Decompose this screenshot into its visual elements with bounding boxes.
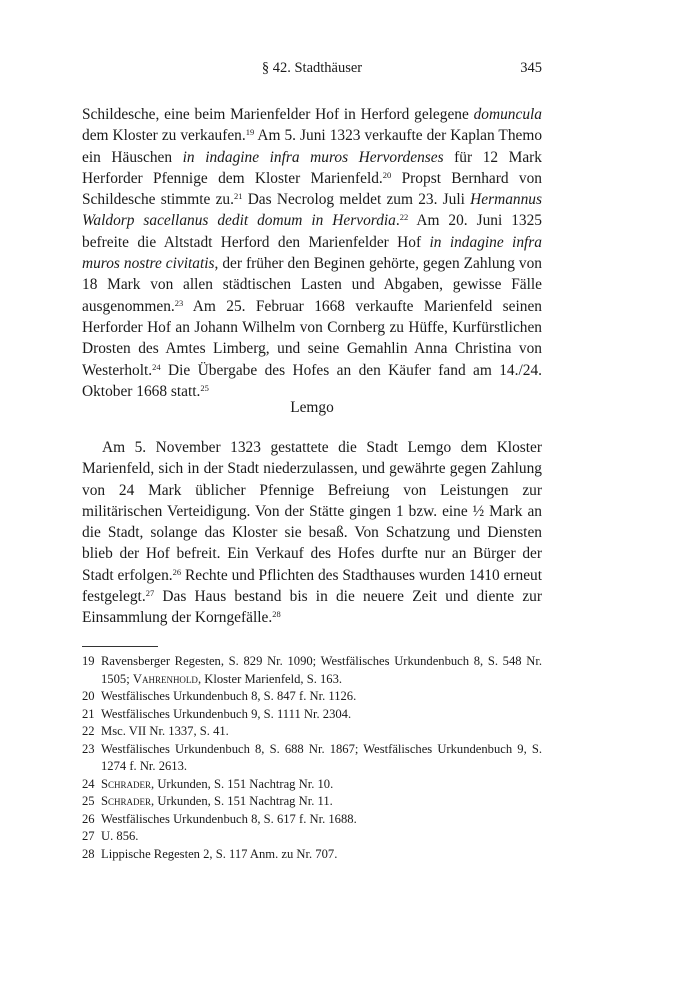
footnote [82, 846, 542, 864]
footnote-text: Msc. VII Nr. 1337, S. 41. [101, 724, 229, 738]
footnote [82, 653, 542, 688]
footnote-ref[interactable]: 20 [382, 169, 392, 180]
footnote-number: 23 [82, 741, 95, 756]
footnote-text: Westfälisches Urkundenbuch 9, S. 1111 Nr. 2304. [101, 706, 352, 721]
footnote-number: 25 [82, 794, 95, 808]
footnote-number: 27 [82, 829, 95, 843]
footnotes [82, 653, 542, 863]
footnote [82, 688, 542, 706]
author-name: Schrader [101, 794, 152, 808]
footnote-ref[interactable]: 21 [233, 191, 243, 202]
footnote-number: 20 [82, 689, 95, 703]
latin-phrase: Hermannus Waldorp sacellanus dedit domum in Hervordia [82, 191, 542, 230]
footnote-number: 19 [82, 654, 95, 668]
latin-phrase: in indagine infra muros nostre civitatis [82, 233, 542, 273]
footnote-ref[interactable]: 24 [152, 361, 161, 372]
page-number: 345 [520, 60, 542, 76]
footnote-text: Ravensberger Regesten, S. 829 Nr. 1090; Westfälisches Urkundenbuch 8, S. 548 Nr. 1505; Vahrenhold, Kloster Marienfeld, S. 163. [101, 654, 542, 686]
footnote [82, 828, 542, 846]
footnote-ref[interactable]: 19 [245, 127, 255, 138]
footnote [82, 706, 542, 724]
footnote-ref[interactable]: 23 [174, 297, 184, 308]
footnote [82, 776, 542, 794]
author-name: Schrader [101, 776, 152, 791]
footnote [82, 741, 542, 776]
footnote-number: 22 [82, 724, 95, 738]
footnote-text: Schrader, Urkunden, S. 151 Nachtrag Nr. 10. [101, 776, 334, 791]
footnote [82, 723, 542, 741]
footnote-text: Westfälisches Urkundenbuch 8, S. 688 Nr. 1867; Westfälisches Urkundenbuch 9, S. 1274 f. Nr. 2613. [101, 741, 542, 773]
footnote-number: 24 [82, 776, 95, 791]
footnote-ref[interactable]: 27 [145, 588, 155, 599]
footnote-number: 21 [82, 706, 95, 721]
body-paragraph-herford: Schildesche, eine beim Marienfelder Hof in Herford gelegene domuncula dem Kloster zu verkaufen.$^{19}$ Am 5. Juni 1323 verkaufte der Kaplan Themo ein Häuschen in indagine infra muros Hervordenses für 12 Mark Herforder Pfennige dem Kloster Marienfeld.$^{20}$ Propst Bernhard von Schildesche stimmte zu.$^{21}$ Das Necrolog meldet zum 23. Juli Hermannus Waldorp sacellanus dedit domum in Hervordia.$^{22}$ Am 20. Juni 1325 befreite die Altstadt Herford den Marienfelder Hof in indagine infra muros nostre civitatis, der früher den Beginen gehörte, gegen Zahlung von 18 Mark von allen städtischen Lasten und Abgaben, gewisse Fälle ausgenommen.$^{23}$ Am 25. Februar 1668 verkaufte Marienfeld seinen Herforder Hof an Johann Wilhelm von Cornberg zu Hüffe, Kurfürstlichen Drosten des Amtes Limberg, und seine Gemahlin Anna Christina von Westerholt.$^{24}$ Die Übergabe des Hofes an den Käufer fand am 14./24. Oktober 1668 statt.$^{25}$ [82, 106, 543, 400]
footnote-ref[interactable]: 22 [399, 212, 409, 223]
footnote-text: Lippische Regesten 2, S. 117 Anm. zu Nr. 707. [101, 846, 338, 861]
author-name: Vahrenhold [132, 671, 198, 686]
footnote-text: Westfälisches Urkundenbuch 8, S. 617 f. Nr. 1688. [101, 811, 357, 826]
footnote-text: Westfälisches Urkundenbuch 8, S. 847 f. Nr. 1126. [101, 689, 357, 703]
footnote-text: Schrader, Urkunden, S. 151 Nachtrag Nr. 11. [101, 794, 333, 808]
footnote-text: U. 856. [101, 829, 139, 843]
latin-phrase: domuncula [473, 106, 542, 123]
footnote [82, 793, 542, 811]
section-heading: Lemgo [290, 399, 334, 416]
footnote-number: 26 [82, 811, 95, 826]
running-header [82, 60, 542, 82]
footnote-ref[interactable]: 25 [200, 382, 209, 393]
footnote-number: 28 [82, 846, 95, 861]
latin-phrase: in indagine infra muros Hervordenses [182, 148, 444, 166]
running-title: § 42. Stadthäuser [261, 60, 363, 76]
footnote-ref[interactable]: 26 [172, 566, 182, 577]
footnote-ref[interactable]: 28 [272, 609, 281, 620]
footnote [82, 811, 542, 829]
body-paragraph-lemgo: Am 5. November 1323 gestattete die Stadt Lemgo dem Kloster Marienfeld, sich in der Stadt niederzulassen, und gewährte gegen Zahlung von 24 Mark üblicher Pfennige Befreiung von Leistungen zur militärischen Verteidigung. Von der Stätte gingen 1 bzw. eine ½ Mark an die Stadt, solange das Kloster sie besaß. Von Schatzung und Diensten blieb der Hof befreit. Ein Verkauf des Hofes durfte nur an Bürger der Stadt erfolgen.$^{26}$ Rechte und Pflichten des Stadthauses wurden 1410 erneut festgelegt.$^{27}$ Das Haus bestand bis in die neuere Zeit und diente zur Einsammlung der Korngefälle.$^{28}$ [82, 439, 542, 627]
footnote-divider [82, 646, 158, 647]
